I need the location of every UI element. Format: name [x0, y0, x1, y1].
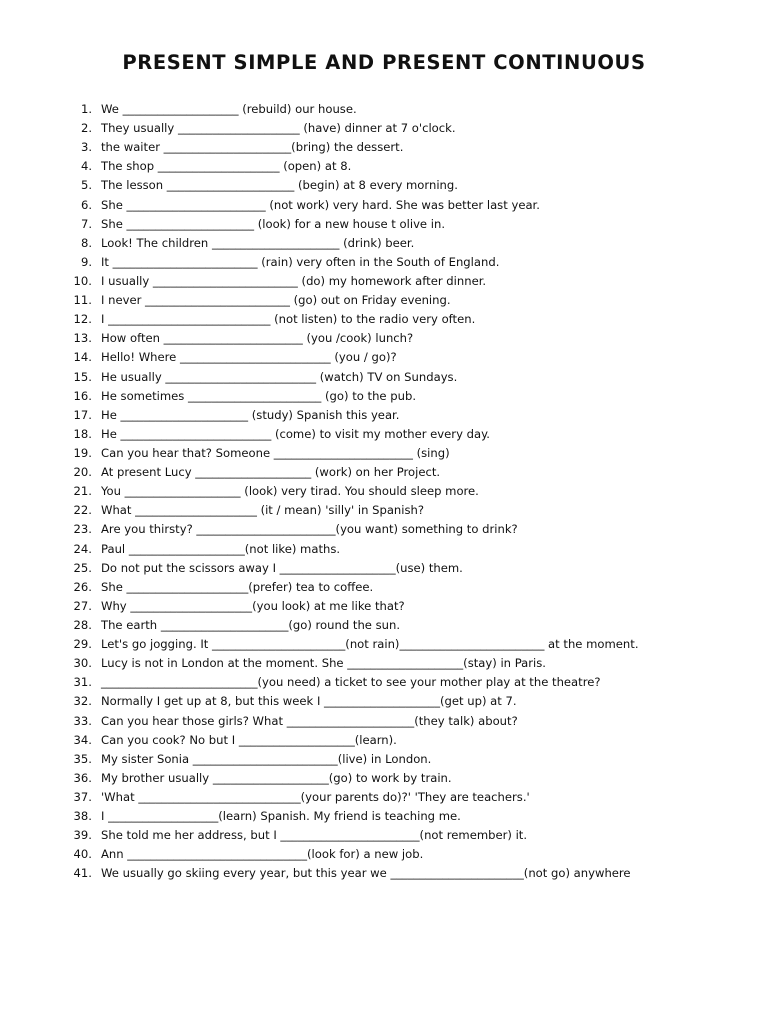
- exercise-number: 6.: [80, 197, 92, 212]
- exercise-sentence: Why _____________________(you look) at me like that?: [101, 598, 405, 613]
- exercise-sentence: I usually _________________________ (do) my homework after dinner.: [101, 273, 487, 288]
- exercise-number: 7.: [80, 216, 92, 231]
- exercise-item: [0, 731, 768, 750]
- exercise-item: [0, 196, 768, 215]
- exercise-number: 19.: [73, 445, 92, 460]
- exercise-item: [0, 559, 768, 578]
- exercise-item: [0, 616, 768, 635]
- exercise-number: 5.: [80, 178, 92, 193]
- exercise-sentence: Normally I get up at 8, but this week I ____________________(get up) at 7.: [101, 694, 517, 709]
- exercise-sentence: Lucy is not in London at the moment. She ____________________(stay) in Paris.: [101, 656, 546, 671]
- exercise-item: [0, 176, 768, 195]
- exercise-item: [0, 310, 768, 329]
- exercise-sentence: Ann _______________________________(look for) a new job.: [101, 847, 424, 862]
- exercise-item: [0, 692, 768, 711]
- exercise-number: 27.: [73, 598, 92, 613]
- exercise-item: [0, 138, 768, 157]
- exercise-number: 24.: [73, 541, 92, 556]
- exercise-sentence: My brother usually ____________________(go) to work by train.: [101, 770, 452, 785]
- exercise-item: [0, 406, 768, 425]
- exercise-number: 33.: [73, 713, 92, 728]
- exercise-number: 9.: [80, 254, 92, 269]
- exercise-item: [0, 864, 768, 883]
- exercise-item: [0, 253, 768, 272]
- exercise-item: [0, 578, 768, 597]
- exercise-sentence: You ____________________ (look) very tirad. You should sleep more.: [101, 484, 479, 499]
- exercise-number: 30.: [73, 656, 92, 671]
- exercise-item: [0, 712, 768, 731]
- exercise-sentence: She ________________________ (not work) very hard. She was better last year.: [101, 197, 540, 212]
- exercise-number: 8.: [80, 235, 92, 250]
- exercise-item: [0, 520, 768, 539]
- exercise-sentence: They usually _____________________ (have) dinner at 7 o'clock.: [101, 121, 456, 136]
- exercise-number: 11.: [73, 293, 92, 308]
- exercise-item: [0, 807, 768, 826]
- exercise-sentence: What _____________________ (it / mean) 'silly' in Spanish?: [101, 503, 425, 518]
- exercise-number: 36.: [73, 770, 92, 785]
- exercise-sentence: She _____________________(prefer) tea to coffee.: [101, 579, 374, 594]
- exercise-item: [0, 501, 768, 520]
- exercise-number: 10.: [73, 273, 92, 288]
- exercise-number: 18.: [73, 426, 92, 441]
- exercise-sentence: the waiter ______________________(bring) the dessert.: [101, 140, 404, 155]
- exercise-item: [0, 291, 768, 310]
- exercise-sentence: It _________________________ (rain) very often in the South of England.: [101, 254, 500, 269]
- exercise-item: [0, 425, 768, 444]
- exercise-number: 38.: [73, 809, 92, 824]
- exercise-item: [0, 119, 768, 138]
- exercise-item: [0, 635, 768, 654]
- exercise-item: [0, 463, 768, 482]
- exercise-item: [0, 368, 768, 387]
- exercise-item: [0, 348, 768, 367]
- exercise-item: [0, 654, 768, 673]
- exercise-item: [0, 826, 768, 845]
- exercise-item: [0, 482, 768, 501]
- exercise-sentence: He usually __________________________ (watch) TV on Sundays.: [101, 369, 458, 384]
- exercise-item: [0, 845, 768, 864]
- exercise-sentence: I never _________________________ (go) out on Friday evening.: [101, 293, 451, 308]
- exercise-item: [0, 234, 768, 253]
- exercise-sentence: At present Lucy ____________________ (work) on her Project.: [101, 465, 441, 480]
- exercise-sentence: Can you hear those girls? What ______________________(they talk) about?: [101, 713, 518, 728]
- exercise-sentence: She told me her address, but I ________________________(not remember) it.: [101, 828, 528, 843]
- exercise-sentence: I ____________________________ (not listen) to the radio very often.: [101, 312, 476, 327]
- exercise-number: 12.: [73, 312, 92, 327]
- exercise-sentence: The earth ______________________(go) round the sun.: [101, 617, 401, 632]
- exercise-item: [0, 444, 768, 463]
- exercise-number: 31.: [73, 675, 92, 690]
- exercise-number: 16.: [73, 388, 92, 403]
- exercise-sentence: My sister Sonia _________________________(live) in London.: [101, 751, 432, 766]
- exercise-sentence: ___________________________(you need) a ticket to see your mother play at the theatre?: [101, 675, 601, 690]
- exercise-sentence: Can you cook? No but I ____________________(learn).: [101, 732, 397, 747]
- exercise-number: 35.: [73, 751, 92, 766]
- exercise-number: 21.: [73, 484, 92, 499]
- exercise-item: [0, 597, 768, 616]
- exercise-number: 25.: [73, 560, 92, 575]
- exercise-item: [0, 750, 768, 769]
- exercise-sentence: Hello! Where __________________________ (you / go)?: [101, 350, 397, 365]
- exercise-number: 29.: [73, 637, 92, 652]
- exercise-number: 41.: [73, 866, 92, 881]
- exercise-sentence: How often ________________________ (you /cook) lunch?: [101, 331, 414, 346]
- exercise-list: [0, 100, 768, 883]
- exercise-item: [0, 788, 768, 807]
- exercise-number: 3.: [80, 140, 92, 155]
- exercise-sentence: Can you hear that? Someone ________________________ (sing): [101, 445, 450, 460]
- exercise-sentence: He sometimes _______________________ (go) to the pub.: [101, 388, 417, 403]
- exercise-number: 34.: [73, 732, 92, 747]
- exercise-sentence: I ___________________(learn) Spanish. My friend is teaching me.: [101, 809, 461, 824]
- exercise-item: [0, 272, 768, 291]
- exercise-number: 17.: [73, 407, 92, 422]
- exercise-number: 14.: [73, 350, 92, 365]
- exercise-number: 22.: [73, 503, 92, 518]
- exercise-item: [0, 673, 768, 692]
- exercise-sentence: We usually go skiing every year, but this year we _______________________(not go) anywhere: [101, 866, 631, 881]
- exercise-item: [0, 157, 768, 176]
- exercise-number: 4.: [80, 159, 92, 174]
- page-title: PRESENT SIMPLE AND PRESENT CONTINUOUS: [122, 51, 646, 74]
- exercise-sentence: He ______________________ (study) Spanish this year.: [101, 407, 400, 422]
- exercise-item: [0, 387, 768, 406]
- exercise-number: 39.: [73, 828, 92, 843]
- exercise-number: 1.: [80, 102, 92, 116]
- exercise-item: [0, 329, 768, 348]
- exercise-number: 37.: [73, 789, 92, 804]
- exercise-sentence: 'What ____________________________(your parents do)?' 'They are teachers.': [101, 789, 530, 804]
- exercise-sentence: Do not put the scissors away I ____________________(use) them.: [101, 560, 463, 575]
- exercise-sentence: She ______________________ (look) for a new house t olive in.: [101, 216, 446, 231]
- exercise-number: 32.: [73, 694, 92, 709]
- exercise-item: [0, 540, 768, 559]
- exercise-number: 2.: [80, 121, 92, 136]
- exercise-sentence: Paul ____________________(not like) maths.: [101, 541, 341, 556]
- exercise-item: [0, 215, 768, 234]
- exercise-sentence: The lesson ______________________ (begin) at 8 every morning.: [101, 178, 458, 193]
- exercise-number: 20.: [73, 465, 92, 480]
- exercise-sentence: Look! The children ______________________ (drink) beer.: [101, 235, 415, 250]
- exercise-item: [0, 769, 768, 788]
- exercise-sentence: Are you thirsty? ________________________(you want) something to drink?: [101, 522, 518, 537]
- exercise-number: 26.: [73, 579, 92, 594]
- exercise-number: 28.: [73, 617, 92, 632]
- exercise-sentence: He __________________________ (come) to visit my mother every day.: [101, 426, 490, 441]
- exercise-number: 15.: [73, 369, 92, 384]
- exercise-number: 40.: [73, 847, 92, 862]
- exercise-item: [0, 100, 768, 119]
- exercise-sentence: The shop _____________________ (open) at 8.: [101, 159, 352, 174]
- exercise-number: 13.: [73, 331, 92, 346]
- exercise-number: 23.: [73, 522, 92, 537]
- exercise-sentence: We ____________________ (rebuild) our house.: [101, 102, 357, 116]
- exercise-sentence: Let's go jogging. It _______________________(not rain)_________________________ at the moment.: [101, 637, 639, 652]
